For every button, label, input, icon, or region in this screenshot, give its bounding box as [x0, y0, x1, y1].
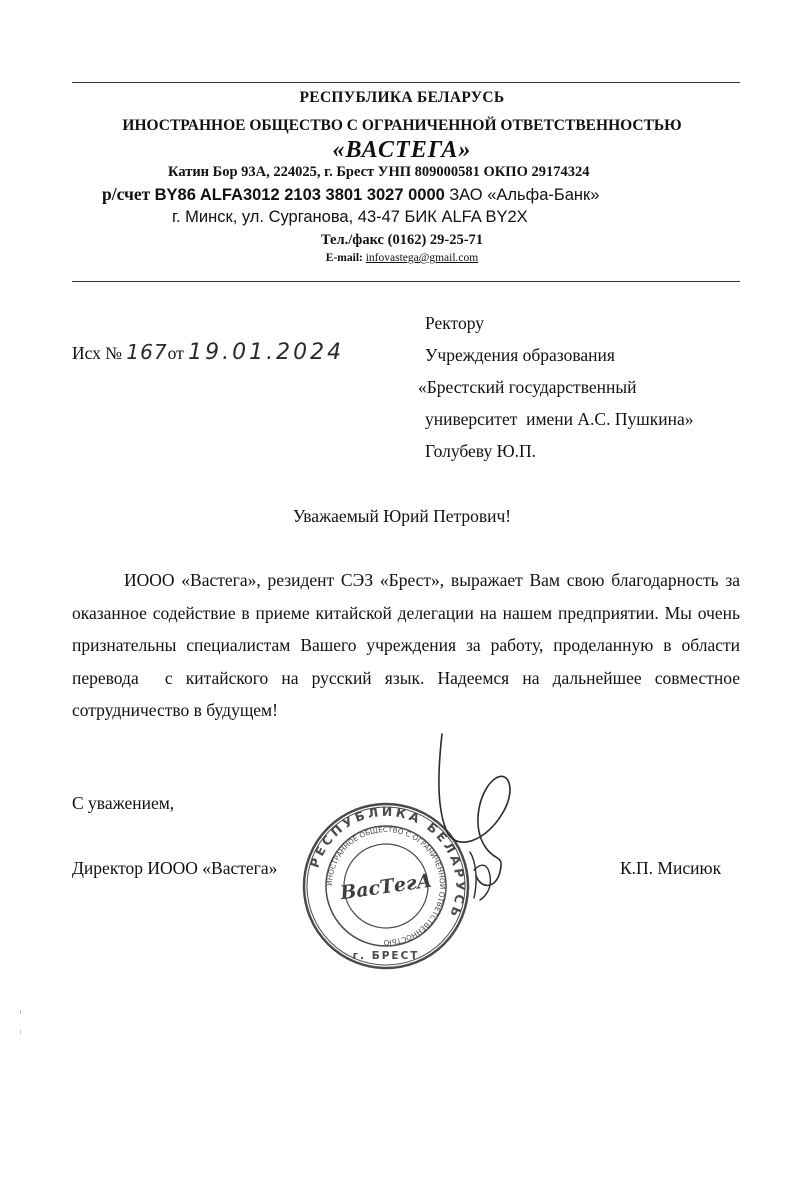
letterhead-phone: Тел./факс (0162) 29-25-71: [320, 232, 484, 248]
stamp-inner-text: ИНОСТРАННОЕ ОБЩЕСТВО С ОГРАНИЧЕННОЙ ОТВЕТСТВЕННОСТЬЮ: [324, 824, 448, 948]
letterhead-country: РЕСПУБЛИКА БЕЛАРУСЬ: [299, 89, 505, 106]
account-number: BY86 ALFA3012 2103 3801 3027 0000: [154, 186, 445, 204]
email-label: E-mail:: [325, 252, 363, 264]
scan-mark: [20, 1010, 21, 1014]
letterhead-address: Катин Бор 93А, 224025, г. Брест УНП 809000581 ОКПО 29174324: [168, 164, 590, 180]
letterhead-org-type: ИНОСТРАННОЕ ОБЩЕСТВО С ОГРАНИЧЕННОЙ ОТВЕТСТВЕННОСТЬЮ: [122, 117, 682, 134]
letter-body: [72, 564, 745, 727]
outgoing-prefix: Исх №: [72, 343, 122, 363]
outgoing-number: 167: [126, 340, 168, 364]
letterhead-email-line: [0, 252, 804, 264]
stamp-city: г. БРЕСТ: [352, 950, 420, 962]
addressee-line-4: университет имени А.С. Пушкина»: [425, 409, 694, 429]
body-paragraph: ИООО «Вастега», резидент СЭЗ «Брест», выражает Вам свою благодарность за оказанное содействие в приеме китайской делегации на нашем предприятии. Мы очень признательны специалистам Вашего учреждения за работу, проделанную в области перевода с китайского на русский язык. Надеемся на дальнейшее совместное сотрудничество в будущем!: [72, 570, 745, 720]
signatory-position: Директор ИООО «Вастега»: [72, 858, 278, 878]
addressee-line-1: Ректору: [425, 313, 484, 333]
closing: С уважением,: [72, 793, 175, 813]
signatory-name: К.П. Мисиюк: [620, 858, 722, 878]
letterhead-account-line: [102, 184, 599, 205]
signature-icon: [430, 730, 540, 930]
outgoing-from-label: от: [167, 343, 184, 363]
letterhead-bank-address: г. Минск, ул. Сурганова, 43-47 БИК ALFA BY2X: [172, 208, 528, 226]
letterhead-org-name: «ВАСТЕГА»: [332, 137, 472, 163]
addressee-line-5: Голубеву Ю.П.: [425, 441, 536, 461]
scan-mark: [20, 1030, 21, 1034]
outgoing-reference: [72, 340, 344, 365]
stamp-outer-text: РЕСПУБЛИКА БЕЛАРУСЬ: [306, 803, 469, 922]
account-label: р/счет: [102, 184, 151, 204]
salutation: Уважаемый Юрий Петрович!: [292, 506, 512, 526]
outgoing-date: 19.01.2024: [188, 340, 345, 365]
stamp-logo: ВасТегА: [338, 869, 434, 905]
letterhead-bottom-rule: [72, 281, 740, 282]
bank-name: ЗАО «Альфа-Банк»: [449, 186, 600, 204]
letterhead-top-rule: [72, 82, 740, 83]
addressee-line-2: Учреждения образования: [425, 345, 615, 365]
email-link[interactable]: infovastega@gmail.com: [365, 252, 479, 264]
addressee-line-3: «Брестский государственный: [418, 377, 637, 397]
